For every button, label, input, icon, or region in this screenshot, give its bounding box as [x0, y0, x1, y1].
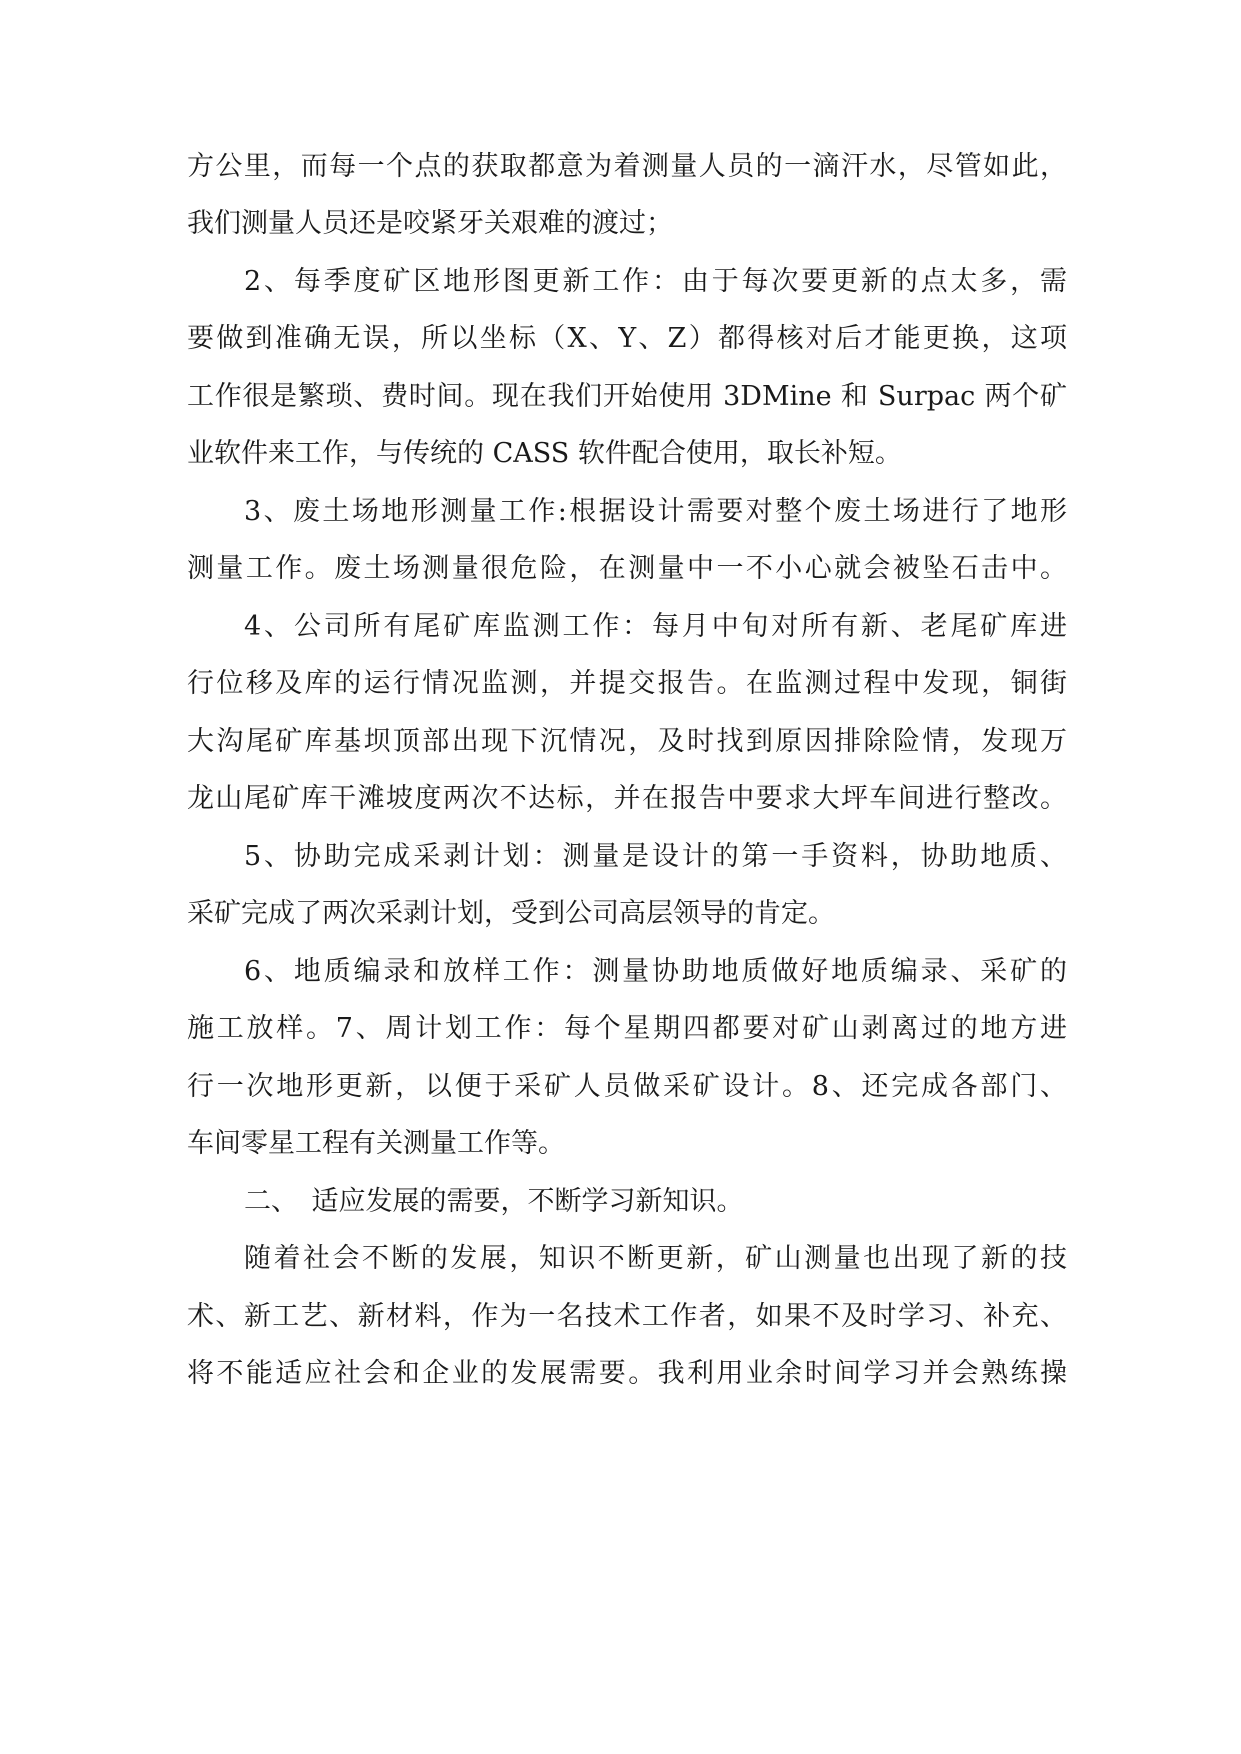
text-line: 我们测量人员还是咬紧牙关艰难的渡过；	[187, 208, 673, 239]
text-line: 5、协助完成采剥计划：测量是设计的第一手资料，协助地质、	[244, 841, 1067, 872]
text-line: 3、废土场地形测量工作:根据设计需要对整个废土场进行了地形	[244, 496, 1067, 527]
text-line: 龙山尾矿库干滩坡度两次不达标，并在报告中要求大坪车间进行整改。	[187, 783, 1067, 814]
text-line: 业软件来工作，与传统的 CASS 软件配合使用，取长补短。	[187, 438, 902, 469]
text-line: 将不能适应社会和企业的发展需要。我利用业余时间学习并会熟练操	[187, 1358, 1067, 1389]
text-line: 工作很是繁琐、费时间。现在我们开始使用 3DMine 和 Surpac 两个矿	[187, 381, 1067, 412]
text-line: 随着社会不断的发展，知识不断更新，矿山测量也出现了新的技	[244, 1243, 1067, 1274]
text-line: 术、新工艺、新材料，作为一名技术工作者，如果不及时学习、补充、	[187, 1301, 1067, 1332]
text-line: 行一次地形更新，以便于采矿人员做采矿设计。8、还完成各部门、	[187, 1071, 1067, 1102]
section-heading: 二、 适应发展的需要，不断学习新知识。	[244, 1186, 744, 1217]
text-line: 2、每季度矿区地形图更新工作：由于每次要更新的点太多，需	[244, 266, 1067, 297]
text-line: 施工放样。7、周计划工作：每个星期四都要对矿山剥离过的地方进	[187, 1013, 1067, 1044]
text-line: 6、地质编录和放样工作：测量协助地质做好地质编录、采矿的	[244, 956, 1067, 987]
text-line: 测量工作。废土场测量很危险，在测量中一不小心就会被坠石击中。	[187, 553, 1067, 584]
text-line: 车间零星工程有关测量工作等。	[187, 1128, 565, 1159]
text-line: 4、公司所有尾矿库监测工作：每月中旬对所有新、老尾矿库进	[244, 611, 1067, 642]
text-line: 方公里，而每一个点的获取都意为着测量人员的一滴汗水，尽管如此，	[187, 151, 1067, 182]
text-line: 采矿完成了两次采剥计划，受到公司高层领导的肯定。	[187, 898, 835, 929]
text-line: 大沟尾矿库基坝顶部出现下沉情况，及时找到原因排除险情，发现万	[187, 726, 1067, 757]
text-line: 要做到准确无误，所以坐标（X、Y、Z）都得核对后才能更换，这项	[187, 323, 1067, 354]
text-line: 行位移及库的运行情况监测，并提交报告。在监测过程中发现，铜街	[187, 668, 1067, 699]
